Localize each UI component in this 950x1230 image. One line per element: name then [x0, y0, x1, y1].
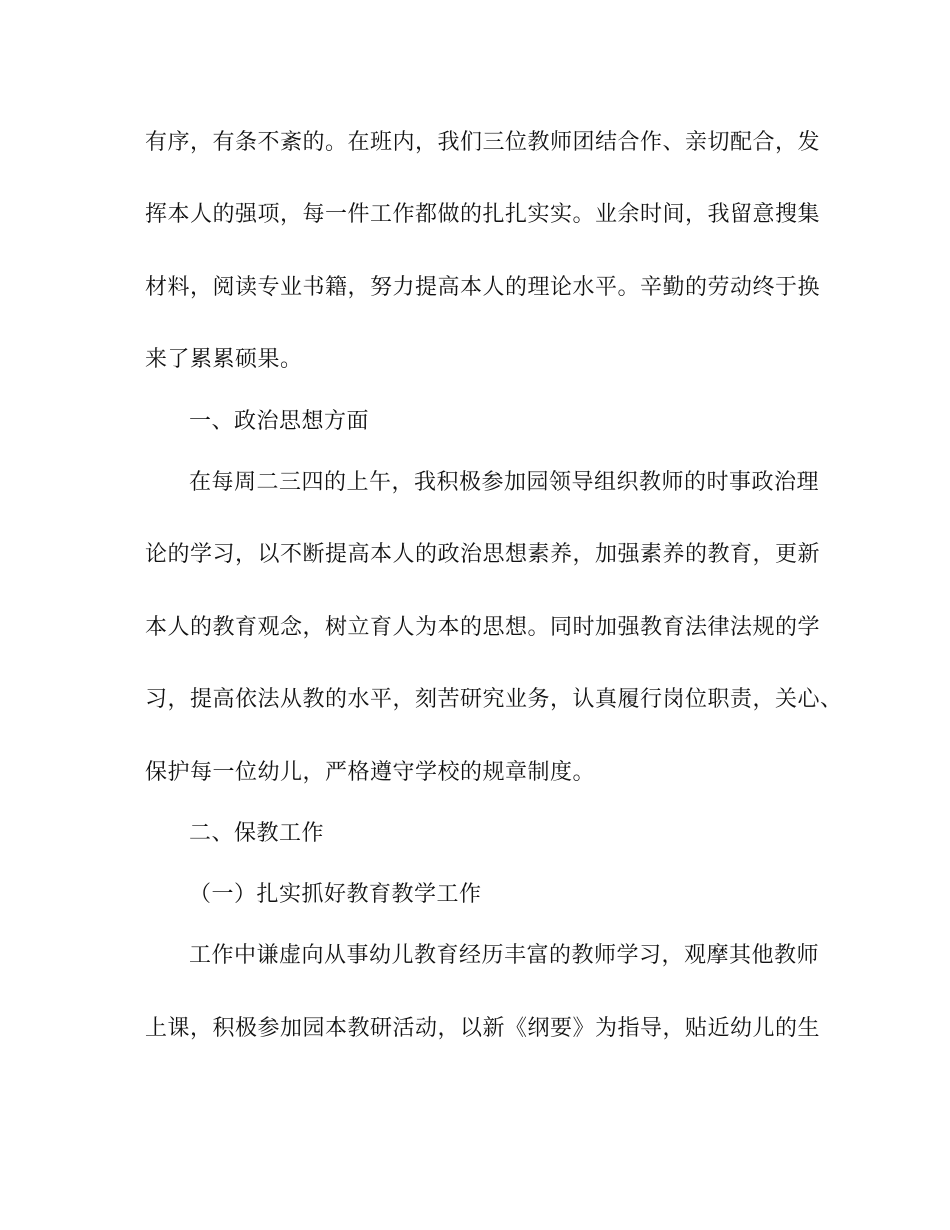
section-heading: 二、保教工作: [189, 821, 325, 846]
paragraph-line: 来了累累硕果。: [145, 347, 303, 372]
paragraph-line: 保护每一位幼儿，严格遵守学校的规章制度。: [145, 760, 596, 785]
section-heading: 一、政治思想方面: [189, 409, 370, 434]
paragraph-line: 材料，阅读专业书籍，努力提高本人的理论水平。辛勤的劳动终于换: [145, 275, 821, 300]
paragraph-line: 挥本人的强项，每一件工作都做的扎扎实实。业余时间，我留意搜集: [145, 202, 821, 227]
paragraph-line: 论的学习，以不断提高本人的政治思想素养，加强素养的教育，更新: [145, 542, 821, 567]
paragraph-line: 有序，有条不紊的。在班内，我们三位教师团结合作、亲切配合，发: [145, 130, 821, 155]
paragraph-line: 工作中谦虚向从事幼儿教育经历丰富的教师学习，观摩其他教师: [189, 943, 820, 968]
paragraph-line: 习，提高依法从教的水平，刻苦研究业务，认真履行岗位职责，关心、: [145, 687, 843, 712]
paragraph-line: 本人的教育观念，树立育人为本的思想。同时加强教育法律法规的学: [145, 615, 821, 640]
subsection-heading: （一）扎实抓好教育教学工作: [189, 882, 482, 907]
paragraph-line: 在每周二三四的上午，我积极参加园领导组织教师的时事政治理: [189, 470, 820, 495]
paragraph-line: 上课，积极参加园本教研活动，以新《纲要》为指导，贴近幼儿的生: [145, 1016, 821, 1041]
